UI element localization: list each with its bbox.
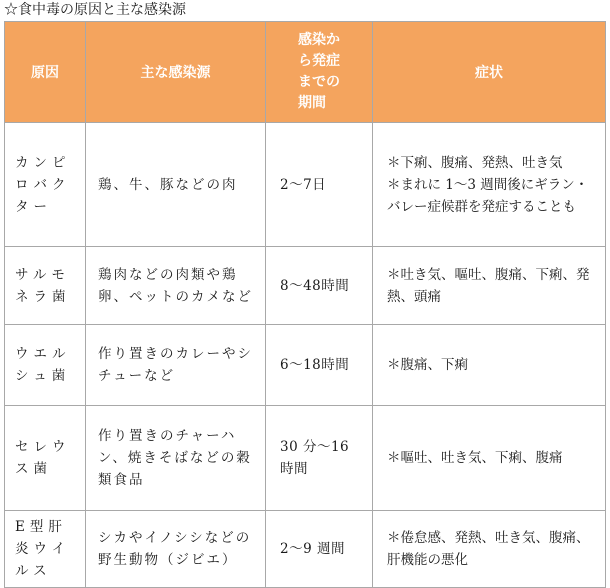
source-cell: 鶏肉などの肉類や鶏卵、ペットのカメなど bbox=[86, 247, 266, 325]
header-period-line: 期間 bbox=[298, 95, 326, 111]
source-cell: 作り置きのカレーやシチューなど bbox=[86, 325, 266, 406]
symptom-line: ＊下痢、腹痛、発熱、吐き気 bbox=[387, 154, 563, 171]
symptoms-cell bbox=[373, 406, 606, 511]
header-period-line: ら発症 bbox=[298, 53, 340, 69]
symptom-line: ＊吐き気、嘔吐、腹痛、下痢、発熱、頭痛 bbox=[387, 266, 590, 305]
cause-cell: セレウス菌 bbox=[5, 406, 86, 511]
page-title: ☆食中毒の原因と主な感染源 bbox=[4, 2, 186, 18]
symptom-line: ＊腹痛、下痢 bbox=[387, 357, 468, 373]
period-cell: 30 分〜16時間 bbox=[266, 406, 373, 511]
table-row bbox=[5, 406, 606, 511]
cause-cell: ウエルシュ菌 bbox=[5, 325, 86, 406]
symptoms-cell bbox=[373, 325, 606, 406]
source-cell: 作り置きのチャーハン、焼きそばなどの穀類食品 bbox=[86, 406, 266, 511]
table-header-row bbox=[5, 22, 606, 123]
cause-cell: E型肝炎ウイルス bbox=[5, 511, 86, 588]
period-cell: 2〜9 週間 bbox=[266, 511, 373, 588]
symptoms-cell bbox=[373, 511, 606, 588]
header-cause: 原因 bbox=[5, 22, 86, 123]
period-cell: 2〜7日 bbox=[266, 123, 373, 247]
period-cell: 6〜18時間 bbox=[266, 325, 373, 406]
table-row bbox=[5, 123, 606, 247]
source-cell: シカやイノシシなどの野生動物（ジビエ） bbox=[86, 511, 266, 588]
symptom-line: ＊まれに 1〜3 週間後にギラン・バレー症候群を発症することも bbox=[387, 176, 589, 215]
table-row bbox=[5, 325, 606, 406]
header-period-line: 感染か bbox=[298, 32, 340, 48]
symptoms-cell bbox=[373, 123, 606, 247]
header-period bbox=[266, 22, 373, 123]
header-period-line: までの bbox=[298, 74, 340, 90]
table-row bbox=[5, 247, 606, 325]
cause-cell: カンピロバクター bbox=[5, 123, 86, 247]
header-source: 主な感染源 bbox=[86, 22, 266, 123]
symptom-line: ＊倦怠感、発熱、吐き気、腹痛、肝機能の悪化 bbox=[387, 530, 590, 568]
symptoms-cell bbox=[373, 247, 606, 325]
table-row bbox=[5, 511, 606, 588]
source-cell: 鶏、牛、豚などの肉 bbox=[86, 123, 266, 247]
food-poisoning-table bbox=[4, 21, 606, 588]
header-symptoms: 症状 bbox=[373, 22, 606, 123]
symptom-line: ＊嘔吐、吐き気、下痢、腹痛 bbox=[387, 450, 563, 466]
cause-cell: サルモネラ菌 bbox=[5, 247, 86, 325]
period-cell: 8〜48時間 bbox=[266, 247, 373, 325]
